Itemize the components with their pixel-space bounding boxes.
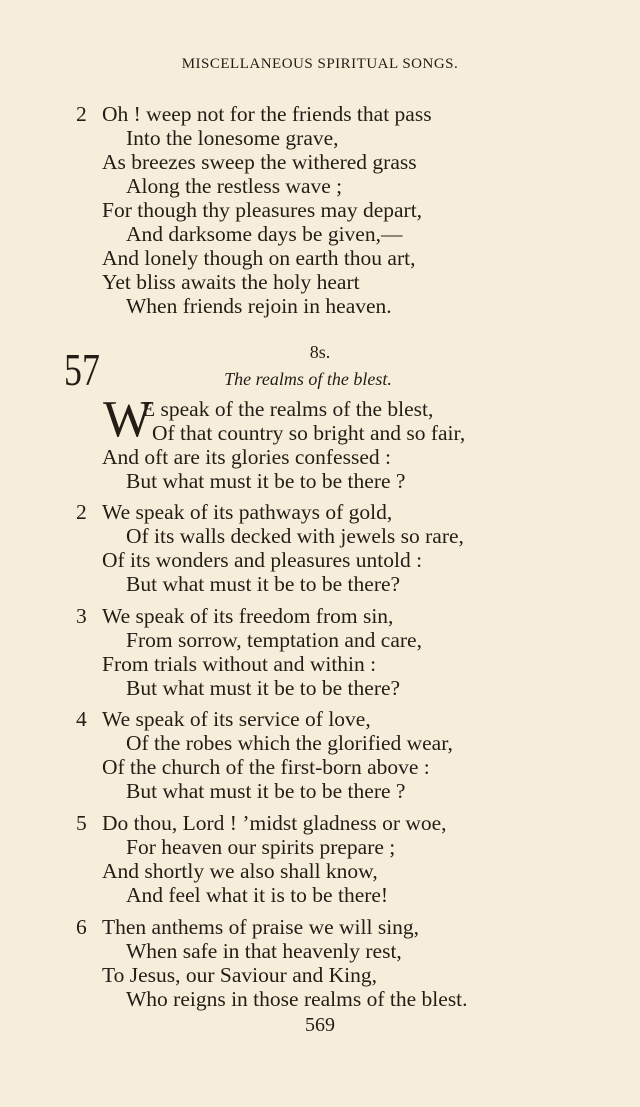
hymn-meter: 8s. [309, 342, 331, 362]
verse-line: Oh ! weep not for the friends that pass [102, 102, 432, 126]
verse-line: E speak of the realms of the blest, [142, 397, 434, 421]
stanza-number: 2 [76, 500, 87, 524]
verse-line: And darksome days be given,— [126, 222, 403, 246]
verse-line: Of the church of the first-born above : [102, 755, 430, 779]
verse-line: Along the restless wave ; [126, 174, 343, 198]
verse-line: And shortly we also shall know, [102, 859, 378, 883]
verse-line: And feel what it is to be there! [126, 883, 389, 907]
verse-line: Then anthems of praise we will sing, [102, 915, 420, 939]
verse-line: But what must it be to be there? [126, 676, 401, 700]
stanza-number: 5 [76, 811, 87, 835]
stanza-number: 3 [76, 604, 87, 628]
verse-line: We speak of its service of love, [102, 707, 371, 731]
verse-line: Yet bliss awaits the holy heart [102, 270, 360, 294]
page-number: 569 [305, 1014, 335, 1036]
stanza-number: 6 [76, 915, 87, 939]
verse-line: As breezes sweep the withered grass [102, 150, 417, 174]
verse-line: To Jesus, our Saviour and King, [102, 963, 377, 987]
verse-line: We speak of its pathways of gold, [102, 500, 393, 524]
verse-line: Of its wonders and pleasures untold : [102, 548, 423, 572]
verse-line: And lonely though on earth thou art, [102, 246, 416, 270]
stanza-number: 2 [76, 102, 87, 126]
verse-line: But what must it be to be there ? [126, 779, 406, 803]
verse-line: When safe in that heavenly rest, [126, 939, 402, 963]
verse-line: But what must it be to be there ? [126, 469, 406, 493]
verse-line: Who reigns in those realms of the blest. [126, 987, 468, 1011]
verse-line: But what must it be to be there? [126, 572, 401, 596]
verse-line: For though thy pleasures may depart, [102, 198, 423, 222]
verse-line: When friends rejoin in heaven. [126, 294, 392, 318]
hymn-title: The realms of the blest. [224, 369, 392, 389]
verse-line: We speak of its freedom from sin, [102, 604, 394, 628]
verse-line: And oft are its glories confessed : [102, 445, 391, 469]
verse-line: Do thou, Lord ! ’midst gladness or woe, [102, 811, 447, 835]
stanza-number: 4 [76, 707, 87, 731]
verse-line: Of that country so bright and so fair, [152, 421, 466, 445]
verse-line: From sorrow, temptation and care, [126, 628, 422, 652]
hymn-number: 57 [64, 344, 100, 395]
verse-line: From trials without and within : [102, 652, 377, 676]
drop-cap: W [103, 391, 153, 448]
verse-line: Of its walls decked with jewels so rare, [126, 524, 464, 548]
verse-line: Into the lonesome grave, [126, 126, 339, 150]
verse-line: Of the robes which the glorified wear, [126, 731, 453, 755]
running-head: MISCELLANEOUS SPIRITUAL SONGS. [181, 56, 459, 72]
verse-line: For heaven our spirits prepare ; [126, 835, 396, 859]
